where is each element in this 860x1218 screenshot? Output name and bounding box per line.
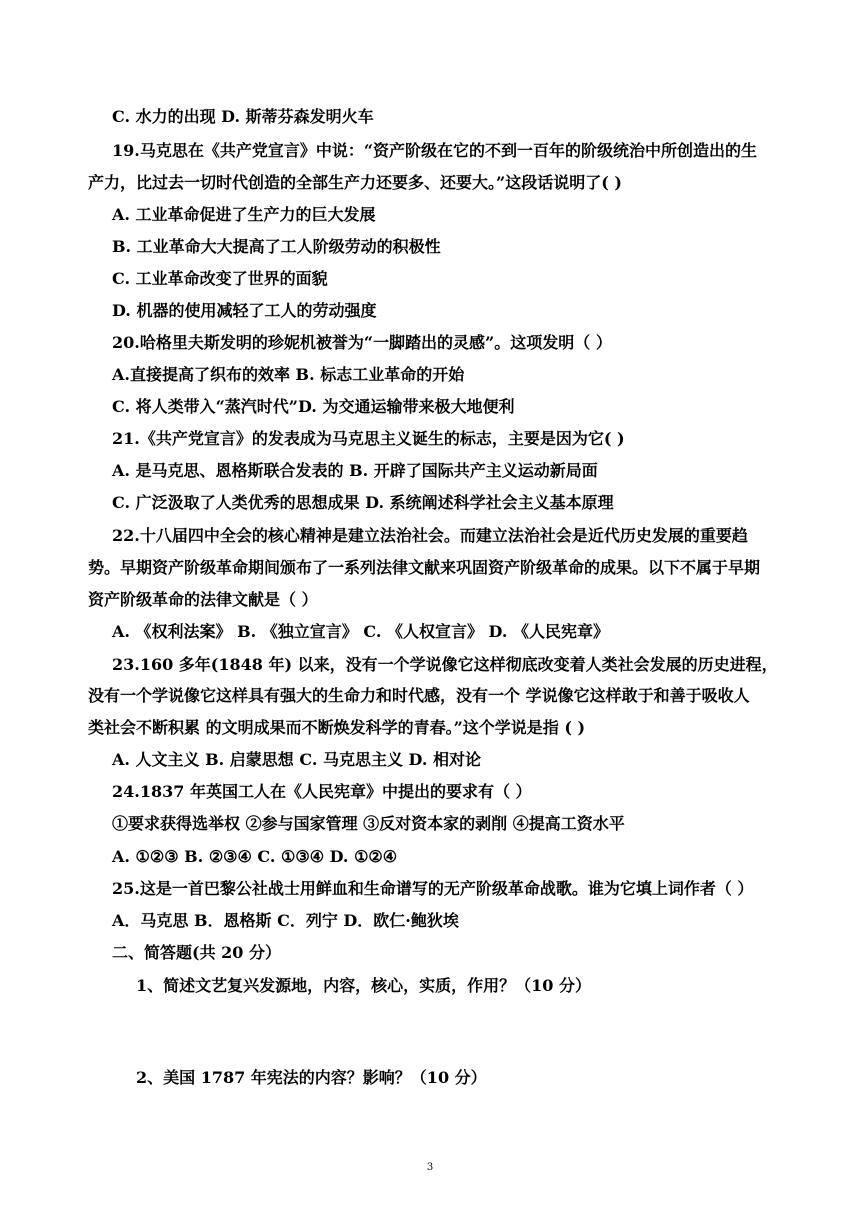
question-20: 20.哈格里夫斯发明的珍妮机被誉为“一脚踏出的灵感”。这项发明（ ） <box>112 333 612 352</box>
short-answer-2: 2、美国 1787 年宪法的内容？影响？（10 分） <box>136 1068 487 1087</box>
option-line: A. 《权利法案》 B. 《独立宣言》 C. 《人权宣言》 D. 《人民宪章》 <box>112 622 609 641</box>
option-line: A. ①②③ B. ②③④ C. ①③④ D. ①②④ <box>112 847 398 866</box>
option-line: A. 是马克思、恩格斯联合发表的 B. 开辟了国际共产主义运动新局面 <box>112 461 598 480</box>
option-line: C. 将人类带入“蒸汽时代”D. 为交通运输带来极大地便利 <box>112 397 515 416</box>
text-line: C. 水力的出现 D. 斯蒂芬森发明火车 <box>112 107 374 126</box>
page-number: 3 <box>426 1162 434 1173</box>
question-24: 24.1837 年英国工人在《人民宪章》中提出的要求有（ ） <box>112 782 532 801</box>
question-23-line-3: 类社会不断积累 的文明成果而不断焕发科学的青春。”这个学说是指 ( ) <box>88 718 586 737</box>
option-line: C. 工业革命改变了世界的面貌 <box>112 269 328 288</box>
option-line: A.直接提高了织布的效率 B. 标志工业革命的开始 <box>112 365 465 384</box>
option-line: B. 工业革命大大提高了工人阶级劳动的积极性 <box>112 237 441 256</box>
option-line: D. 机器的使用减轻了工人的劳动强度 <box>112 301 377 320</box>
option-line: A. 人文主义 B. 启蒙思想 C. 马克思主义 D. 相对论 <box>112 750 481 769</box>
question-25: 25.这是一首巴黎公社战士用鲜血和生命谱写的无产阶级革命战歌。谁为它填上词作者（ ） <box>112 879 754 898</box>
short-answer-1: 1、简述文艺复兴发源地，内容，核心，实质，作用？（10 分） <box>136 976 591 995</box>
question-23-line-1: 23.160 多年(1848 年) 以来，没有一个学说像它这样彻底改变着人类社会发展的历史进程， <box>112 655 778 674</box>
question-23-line-2: 没有一个学说像它这样具有强大的生命力和时代感，没有一个 学说像它这样敢于和善于吸收人 <box>88 686 750 705</box>
statement-line: ①要求获得选举权 ②参与国家管理 ③反对资本家的剥削 ④提高工资水平 <box>112 814 625 833</box>
question-22-line-2: 势。早期资产阶级革命期间颁布了一系列法律文献来巩固资产阶级革命的成果。以下不属于早期 <box>88 558 761 577</box>
question-21: 21.《共产党宣言》的发表成为马克思主义诞生的标志，主要是因为它( ) <box>112 429 625 448</box>
section-heading: 二、简答题(共 20 分） <box>112 943 281 962</box>
option-line: C. 广泛汲取了人类优秀的思想成果 D. 系统阐述科学社会主义基本原理 <box>112 493 614 512</box>
question-19-line-1: 19.马克思在《共产党宣言》中说：“资产阶级在它的不到一百年的阶级统治中所创造出的生 <box>112 141 758 160</box>
question-19-line-2: 产力，比过去一切时代创造的全部生产力还要多、还要大。”这段话说明了( ) <box>88 173 622 192</box>
option-line: A. 工业革命促进了生产力的巨大发展 <box>112 205 376 224</box>
question-22-line-3: 资产阶级革命的法律文献是（ ） <box>88 590 318 609</box>
option-line: A．马克思 B．恩格斯 C．列宁 D．欧仁·鲍狄埃 <box>112 911 459 930</box>
question-22-line-1: 22.十八届四中全会的核心精神是建立法治社会。而建立法治社会是近代历史发展的重要趋 <box>112 526 748 545</box>
